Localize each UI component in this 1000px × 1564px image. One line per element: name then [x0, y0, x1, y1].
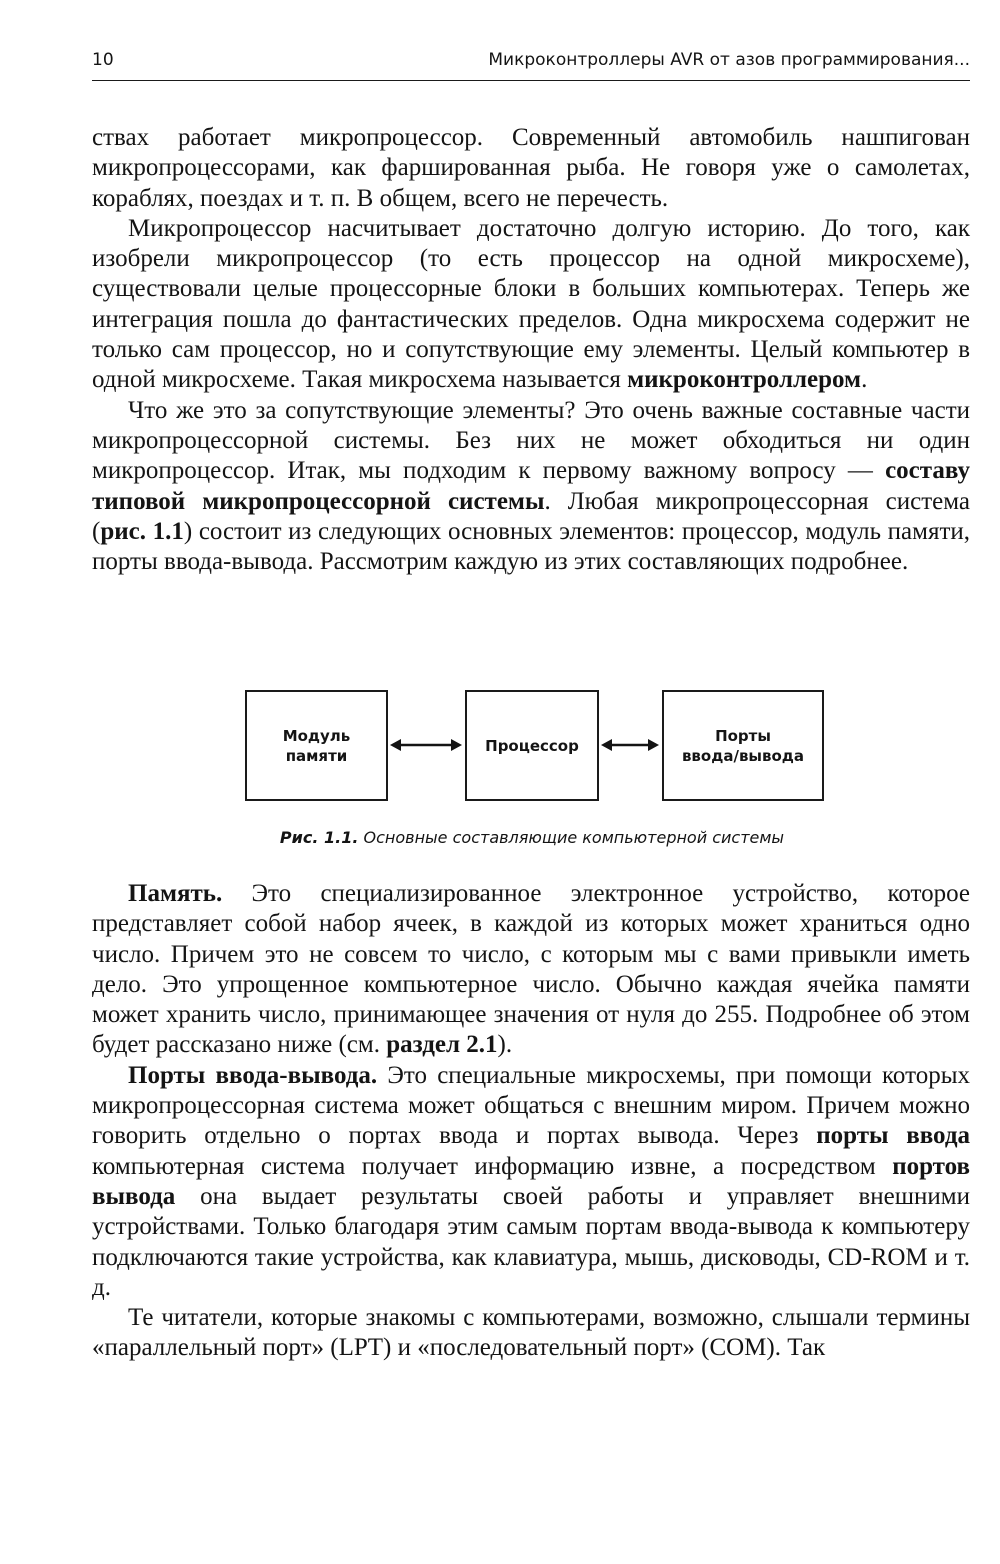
cpu-io-double-arrow — [601, 739, 659, 751]
text-run: Это специализированное электронное устройство, которое представляет собой набор ячеек, в каждой из которых может храниться одно число. Причем это не совсем то число, с которым мы с вами привыкли иметь дело. Это упрощенное компьютерное число. Обычно каждая ячейка памяти может хранить число, принимающее значения от нуля до 255. Подробнее об этом будет рассказано ниже (см. — [92, 880, 970, 1059]
bold-text: Память. — [128, 880, 223, 907]
bold-text: составу типовой микропроцессорной системы — [92, 457, 970, 515]
bold-text: рис. 1.1 — [100, 517, 184, 545]
paragraph — [92, 1061, 970, 1303]
text-run: она выдает результаты своей работы и управляет внешними устройствами. Только благодаря этим самым портам ввода-вывода к компьютеру подключаются такие устройства, как клавиатура, мышь, дисководы, CD-ROM и т. д. — [92, 1182, 970, 1301]
text-run: Это специальные микросхемы, при помощи которых микропроцессорная система может общаться с внешним миром. Причем можно говорить отдельно о портах ввода и портах вывода. Через — [92, 1061, 970, 1150]
memory-module-box — [245, 690, 388, 801]
text-run: . Любая микропроцессорная система ( — [92, 487, 970, 545]
figure-caption — [0, 826, 1000, 850]
memory-module-label-line2: памяти — [285, 746, 348, 765]
figure-caption-label: Рис. 1.1. — [279, 828, 359, 847]
bold-text: порты ввода — [816, 1122, 970, 1150]
figure-caption-text: Основные составляющие компьютерной системы — [363, 828, 785, 847]
bold-text: Порты ввода-вывода. — [128, 1061, 378, 1089]
text-run: ствах работает микропроцессор. Современный автомобиль нашпигован микропроцессорами, как фаршированная рыба. Не говоря уже о самолетах, кораблях, поездах и т. п. В общем, всего не перечесть. — [92, 124, 970, 212]
bold-text: микроконтроллером — [627, 366, 862, 394]
bold-text: портов вывода — [92, 1152, 970, 1210]
processor-label: Процессор — [485, 736, 579, 755]
body-text-top — [92, 123, 970, 577]
bold-text: раздел 2.1 — [386, 1031, 498, 1059]
text-run: Что же это за сопутствующие элементы? Это очень важные составные части микропроцессорной системы. Без них не может обходиться ни один микропроцессор. Итак, мы подходим к первому важному вопросу — — [92, 396, 970, 485]
io-ports-label-line1: Порты — [715, 726, 771, 745]
text-run: . — [861, 366, 868, 394]
text-run: ) состоит из следующих основных элементов: процессор, модуль памяти, порты ввода-вывода. Рассмотрим каждую из этих составляющих подробнее. — [92, 517, 971, 576]
io-ports-box — [662, 690, 824, 801]
body-text-bottom — [92, 879, 970, 1364]
io-ports-label-line2: ввода/вывода — [681, 746, 805, 765]
running-title: Микроконтроллеры AVR от азов программирования... — [488, 50, 970, 70]
paragraph — [92, 879, 970, 1061]
processor-box — [465, 690, 599, 801]
memory-cpu-double-arrow — [390, 739, 462, 751]
text-run: компьютерная система получает информацию извне, а посредством — [92, 1152, 893, 1180]
paragraph — [92, 1303, 970, 1364]
page-number: 10 — [92, 50, 114, 70]
memory-module-label-line1: Модуль — [282, 726, 351, 745]
text-run: Микропроцессор насчитывает достаточно долгую историю. До того, как изобрели микропроцессор (то есть процессор на одной микросхеме), существовали целые процессорные блоки в больших компьютерах. Теперь же интеграция пошла до фантастических пределов. Одна микросхема содержит не только сам процессор, но и сопутствующие ему элементы. Целый компьютер в одной микросхеме. Такая микросхема называется — [92, 214, 970, 394]
paragraph — [92, 214, 970, 396]
text-run: Те читатели, которые знакомы с компьютерами, возможно, слышали термины «параллельный порт» (LPT) и «последовательный порт» (COM). Так — [92, 1304, 970, 1362]
paragraph — [92, 396, 970, 578]
page-header — [92, 46, 970, 81]
paragraph — [92, 123, 970, 214]
text-run: ). — [497, 1031, 513, 1059]
